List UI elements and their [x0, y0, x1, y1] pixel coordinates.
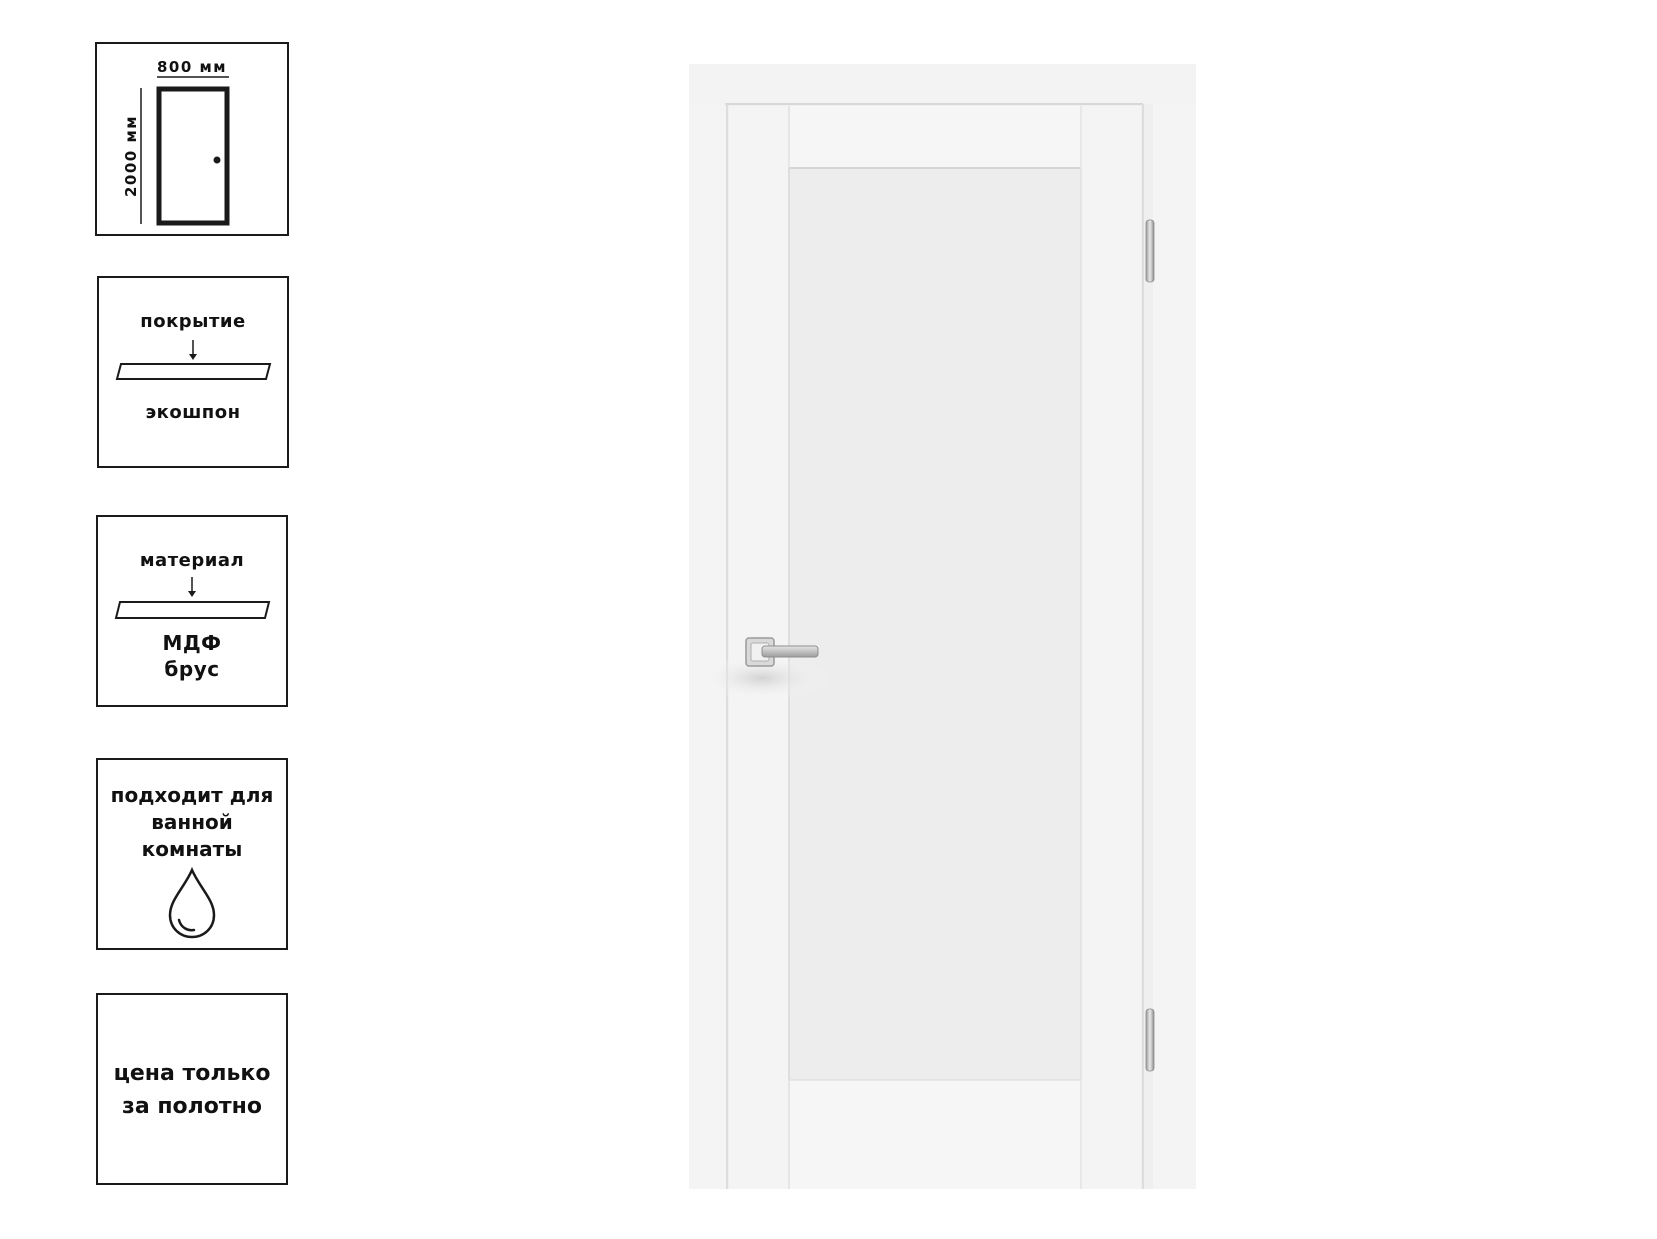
material-value-2: брус [164, 657, 220, 681]
layer-arrow-icon [99, 278, 287, 466]
door-image [680, 56, 1210, 1191]
water-drop-icon [98, 760, 286, 948]
price-note-card [96, 993, 288, 1185]
material-card [96, 515, 288, 707]
door-height-label: 2000 мм [122, 115, 140, 197]
bathroom-line-1: подходит для [110, 783, 274, 807]
bathroom-line-2: ванной [151, 810, 233, 834]
door-width-label: 800 мм [156, 58, 228, 76]
coating-value: экошпон [145, 402, 241, 423]
coating-title: покрытие [140, 311, 246, 332]
bathroom-card [96, 758, 288, 950]
coating-card [97, 276, 289, 468]
bathroom-line-3: комнаты [141, 837, 243, 861]
price-note-line-2: за полотно [122, 1094, 262, 1119]
material-value-1: МДФ [162, 631, 222, 655]
price-note-line-1: цена только [113, 1061, 271, 1086]
door-size-card [95, 42, 289, 236]
material-title: материал [139, 550, 245, 571]
